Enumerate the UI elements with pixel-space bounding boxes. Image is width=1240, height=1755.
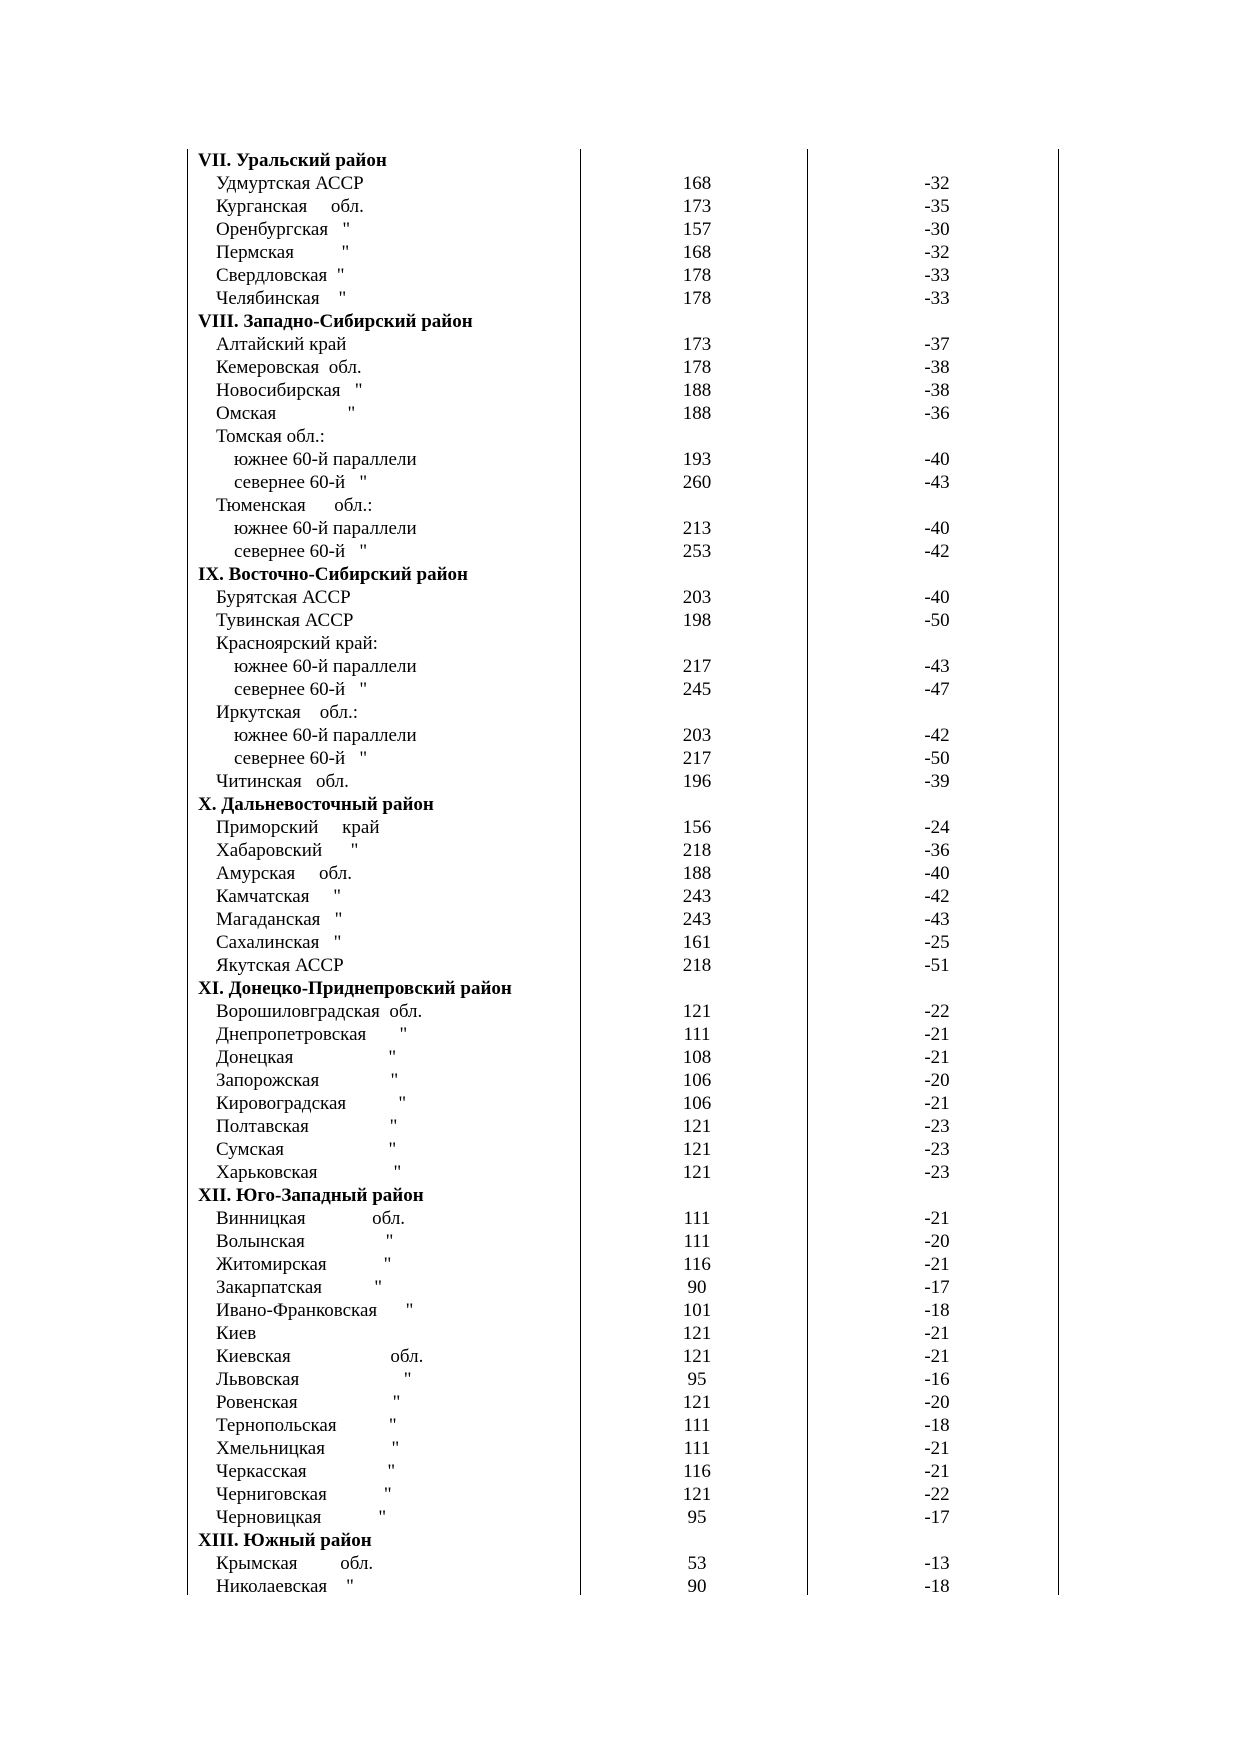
value-col-1: 173 <box>682 196 712 217</box>
value-col-1: 116 <box>683 1461 711 1482</box>
value-col-1: 193 <box>682 449 712 470</box>
value-col-1: 121 <box>682 1346 712 1367</box>
area-name: Запорожская " <box>216 1070 399 1091</box>
area-name: Удмуртская АССР <box>216 173 364 194</box>
value-col-2: -21 <box>924 1047 950 1068</box>
area-name: южнее 60-й параллели <box>234 725 417 746</box>
value-col-2: -23 <box>924 1162 950 1183</box>
value-col-2: -38 <box>924 380 950 401</box>
area-name: Винницкая обл. <box>216 1208 406 1229</box>
value-col-1: 196 <box>682 771 712 792</box>
value-col-1: 243 <box>682 909 712 930</box>
area-name: Черновицкая " <box>216 1507 387 1528</box>
value-col-2: -36 <box>924 840 950 861</box>
value-col-2: -39 <box>924 771 950 792</box>
value-col-1: 178 <box>682 357 712 378</box>
area-name: Свердловская " <box>216 265 345 286</box>
value-col-1: 203 <box>682 587 712 608</box>
region-heading: VII. Уральский район <box>198 150 387 171</box>
value-col-1: 95 <box>687 1507 707 1528</box>
value-col-2: -33 <box>924 265 950 286</box>
region-heading-row <box>187 1529 1059 1552</box>
value-col-1: 101 <box>682 1300 712 1321</box>
value-col-2: -40 <box>924 449 950 470</box>
area-name: Тернопольская " <box>216 1415 397 1436</box>
area-name: Амурская обл. <box>216 863 352 884</box>
area-name: Житомирская " <box>216 1254 392 1275</box>
area-name: Закарпатская " <box>216 1277 383 1298</box>
table-row <box>187 1299 1059 1322</box>
value-col-1: 173 <box>682 334 712 355</box>
table-row <box>187 1046 1059 1069</box>
area-name: Хмельницкая " <box>216 1438 400 1459</box>
value-col-2: -30 <box>924 219 950 240</box>
table-row <box>187 1414 1059 1437</box>
region-heading-row <box>187 977 1059 1000</box>
area-name: севернее 60-й " <box>234 541 368 562</box>
value-col-1: 111 <box>683 1208 711 1229</box>
value-col-1: 111 <box>683 1231 711 1252</box>
region-heading: IX. Восточно-Сибирский район <box>198 564 468 585</box>
value-col-2: -13 <box>924 1553 950 1574</box>
value-col-1: 168 <box>682 173 712 194</box>
table-row <box>187 1391 1059 1414</box>
value-col-2: -21 <box>924 1461 950 1482</box>
value-col-2: -33 <box>924 288 950 309</box>
area-name: Тюменская обл.: <box>216 495 373 516</box>
region-heading-row <box>187 793 1059 816</box>
area-name: Кировоградская " <box>216 1093 407 1114</box>
value-col-2: -25 <box>924 932 950 953</box>
climate-table <box>187 149 1059 1595</box>
value-col-2: -20 <box>924 1392 950 1413</box>
value-col-1: 168 <box>682 242 712 263</box>
table-row <box>187 701 1059 724</box>
table-row <box>187 1276 1059 1299</box>
area-name: Сумская " <box>216 1139 397 1160</box>
value-col-1: 157 <box>682 219 712 240</box>
table-row <box>187 402 1059 425</box>
value-col-1: 121 <box>682 1139 712 1160</box>
value-col-2: -21 <box>924 1254 950 1275</box>
area-name: Тувинская АССР <box>216 610 354 631</box>
value-col-2: -20 <box>924 1231 950 1252</box>
value-col-2: -40 <box>924 518 950 539</box>
value-col-2: -23 <box>924 1116 950 1137</box>
value-col-1: 217 <box>682 656 712 677</box>
table-row <box>187 1069 1059 1092</box>
value-col-2: -51 <box>924 955 950 976</box>
table-row <box>187 448 1059 471</box>
area-name: Магаданская " <box>216 909 343 930</box>
value-col-2: -40 <box>924 587 950 608</box>
table-row <box>187 1368 1059 1391</box>
value-col-2: -17 <box>924 1277 950 1298</box>
value-col-2: -18 <box>924 1415 950 1436</box>
value-col-2: -20 <box>924 1070 950 1091</box>
region-heading-row <box>187 310 1059 333</box>
value-col-1: 106 <box>682 1093 712 1114</box>
value-col-2: -16 <box>924 1369 950 1390</box>
table-row <box>187 1437 1059 1460</box>
value-col-1: 121 <box>682 1323 712 1344</box>
area-name: Алтайский край <box>216 334 347 355</box>
value-col-2: -21 <box>924 1323 950 1344</box>
table-row <box>187 1345 1059 1368</box>
table-row <box>187 678 1059 701</box>
table-row <box>187 333 1059 356</box>
value-col-1: 178 <box>682 265 712 286</box>
value-col-2: -21 <box>924 1438 950 1459</box>
value-col-2: -35 <box>924 196 950 217</box>
value-col-2: -32 <box>924 242 950 263</box>
table-row <box>187 954 1059 977</box>
value-col-2: -47 <box>924 679 950 700</box>
area-name: Пермская " <box>216 242 350 263</box>
value-col-1: 245 <box>682 679 712 700</box>
area-name: южнее 60-й параллели <box>234 518 417 539</box>
value-col-1: 90 <box>687 1576 707 1597</box>
value-col-1: 121 <box>682 1001 712 1022</box>
table-row <box>187 839 1059 862</box>
value-col-2: -32 <box>924 173 950 194</box>
table-row <box>187 632 1059 655</box>
area-name: Омская " <box>216 403 356 424</box>
table-row <box>187 885 1059 908</box>
table-row <box>187 1506 1059 1529</box>
value-col-1: 188 <box>682 403 712 424</box>
value-col-1: 253 <box>682 541 712 562</box>
value-col-1: 106 <box>682 1070 712 1091</box>
area-name: Киев <box>216 1323 257 1344</box>
value-col-1: 121 <box>682 1484 712 1505</box>
area-name: Камчатская " <box>216 886 341 907</box>
table-row <box>187 1115 1059 1138</box>
region-heading-row <box>187 563 1059 586</box>
value-col-1: 121 <box>682 1162 712 1183</box>
table-row <box>187 1000 1059 1023</box>
value-col-2: -37 <box>924 334 950 355</box>
region-heading: XII. Юго-Западный район <box>198 1185 424 1206</box>
value-col-2: -50 <box>924 610 950 631</box>
table-row <box>187 1023 1059 1046</box>
area-name: Киевская обл. <box>216 1346 424 1367</box>
value-col-2: -50 <box>924 748 950 769</box>
value-col-1: 218 <box>682 955 712 976</box>
area-name: Томская обл.: <box>216 426 325 447</box>
area-name: Якутская АССР <box>216 955 344 976</box>
value-col-2: -38 <box>924 357 950 378</box>
value-col-1: 188 <box>682 863 712 884</box>
table-row <box>187 494 1059 517</box>
area-name: Новосибирская " <box>216 380 363 401</box>
table-row <box>187 770 1059 793</box>
area-name: Челябинская " <box>216 288 347 309</box>
area-name: Иркутская обл.: <box>216 702 358 723</box>
value-col-1: 198 <box>682 610 712 631</box>
table-row <box>187 356 1059 379</box>
value-col-1: 178 <box>682 288 712 309</box>
table-row <box>187 1092 1059 1115</box>
value-col-1: 53 <box>687 1553 707 1574</box>
value-col-1: 218 <box>682 840 712 861</box>
table-row <box>187 379 1059 402</box>
area-name: Крымская обл. <box>216 1553 374 1574</box>
value-col-1: 161 <box>682 932 712 953</box>
table-row <box>187 1575 1059 1598</box>
table-row <box>187 724 1059 747</box>
value-col-2: -21 <box>924 1024 950 1045</box>
table-row <box>187 172 1059 195</box>
value-col-1: 111 <box>683 1024 711 1045</box>
value-col-2: -24 <box>924 817 950 838</box>
area-name: южнее 60-й параллели <box>234 656 417 677</box>
table-row <box>187 655 1059 678</box>
table-row <box>187 1138 1059 1161</box>
value-col-1: 95 <box>687 1369 707 1390</box>
value-col-1: 121 <box>682 1392 712 1413</box>
table-row <box>187 862 1059 885</box>
value-col-2: -36 <box>924 403 950 424</box>
value-col-2: -18 <box>924 1576 950 1597</box>
value-col-2: -21 <box>924 1346 950 1367</box>
table-row <box>187 471 1059 494</box>
area-name: Донецкая " <box>216 1047 397 1068</box>
table-row <box>187 425 1059 448</box>
value-col-1: 111 <box>683 1415 711 1436</box>
table-row <box>187 1161 1059 1184</box>
table-row <box>187 540 1059 563</box>
table-row <box>187 816 1059 839</box>
value-col-1: 108 <box>682 1047 712 1068</box>
table-row <box>187 1552 1059 1575</box>
table-row <box>187 609 1059 632</box>
area-name: Приморский край <box>216 817 380 838</box>
value-col-2: -42 <box>924 725 950 746</box>
table-row <box>187 1230 1059 1253</box>
value-col-2: -17 <box>924 1507 950 1528</box>
value-col-2: -43 <box>924 472 950 493</box>
region-heading-row <box>187 149 1059 172</box>
area-name: Черниговская " <box>216 1484 392 1505</box>
area-name: Ворошиловградская обл. <box>216 1001 423 1022</box>
table-row <box>187 241 1059 264</box>
value-col-2: -22 <box>924 1001 950 1022</box>
table-row <box>187 908 1059 931</box>
value-col-1: 156 <box>682 817 712 838</box>
value-col-1: 260 <box>682 472 712 493</box>
value-col-1: 213 <box>682 518 712 539</box>
area-name: Бурятская АССР <box>216 587 351 608</box>
area-name: Сахалинская " <box>216 932 342 953</box>
value-col-1: 90 <box>687 1277 707 1298</box>
value-col-2: -42 <box>924 541 950 562</box>
area-name: Хабаровский " <box>216 840 359 861</box>
area-name: Ивано-Франковская " <box>216 1300 414 1321</box>
table-row <box>187 218 1059 241</box>
value-col-2: -22 <box>924 1484 950 1505</box>
region-heading: X. Дальневосточный район <box>198 794 434 815</box>
table-row <box>187 1207 1059 1230</box>
table-row <box>187 1322 1059 1345</box>
area-name: Кемеровская обл. <box>216 357 362 378</box>
value-col-2: -42 <box>924 886 950 907</box>
area-name: Львовская " <box>216 1369 412 1390</box>
region-heading: XIII. Южный район <box>198 1530 372 1551</box>
area-name: южнее 60-й параллели <box>234 449 417 470</box>
area-name: Полтавская " <box>216 1116 398 1137</box>
area-name: Волынская " <box>216 1231 394 1252</box>
value-col-1: 116 <box>683 1254 711 1275</box>
area-name: Красноярский край: <box>216 633 378 654</box>
area-name: Курганская обл. <box>216 196 364 217</box>
area-name: Читинская обл. <box>216 771 349 792</box>
table-row <box>187 195 1059 218</box>
region-heading: VIII. Западно-Сибирский район <box>198 311 473 332</box>
value-col-2: -23 <box>924 1139 950 1160</box>
table-row <box>187 517 1059 540</box>
value-col-2: -21 <box>924 1093 950 1114</box>
area-name: севернее 60-й " <box>234 748 368 769</box>
table-row <box>187 931 1059 954</box>
table-row <box>187 1460 1059 1483</box>
region-heading-row <box>187 1184 1059 1207</box>
area-name: севернее 60-й " <box>234 679 368 700</box>
area-name: Днепропетровская " <box>216 1024 408 1045</box>
value-col-2: -43 <box>924 656 950 677</box>
table-row <box>187 1253 1059 1276</box>
value-col-1: 217 <box>682 748 712 769</box>
area-name: Николаевская " <box>216 1576 354 1597</box>
area-name: Оренбургская " <box>216 219 351 240</box>
region-heading: XI. Донецко-Приднепровский район <box>198 978 512 999</box>
table-row <box>187 287 1059 310</box>
table-row <box>187 586 1059 609</box>
area-name: Харьковская " <box>216 1162 402 1183</box>
value-col-2: -21 <box>924 1208 950 1229</box>
table-row <box>187 264 1059 287</box>
value-col-1: 121 <box>682 1116 712 1137</box>
table-row <box>187 747 1059 770</box>
area-name: Черкасская " <box>216 1461 396 1482</box>
value-col-1: 203 <box>682 725 712 746</box>
table-row <box>187 1483 1059 1506</box>
area-name: Ровенская " <box>216 1392 401 1413</box>
value-col-1: 111 <box>683 1438 711 1459</box>
value-col-1: 243 <box>682 886 712 907</box>
value-col-2: -18 <box>924 1300 950 1321</box>
area-name: севернее 60-й " <box>234 472 368 493</box>
value-col-1: 188 <box>682 380 712 401</box>
value-col-2: -40 <box>924 863 950 884</box>
value-col-2: -43 <box>924 909 950 930</box>
